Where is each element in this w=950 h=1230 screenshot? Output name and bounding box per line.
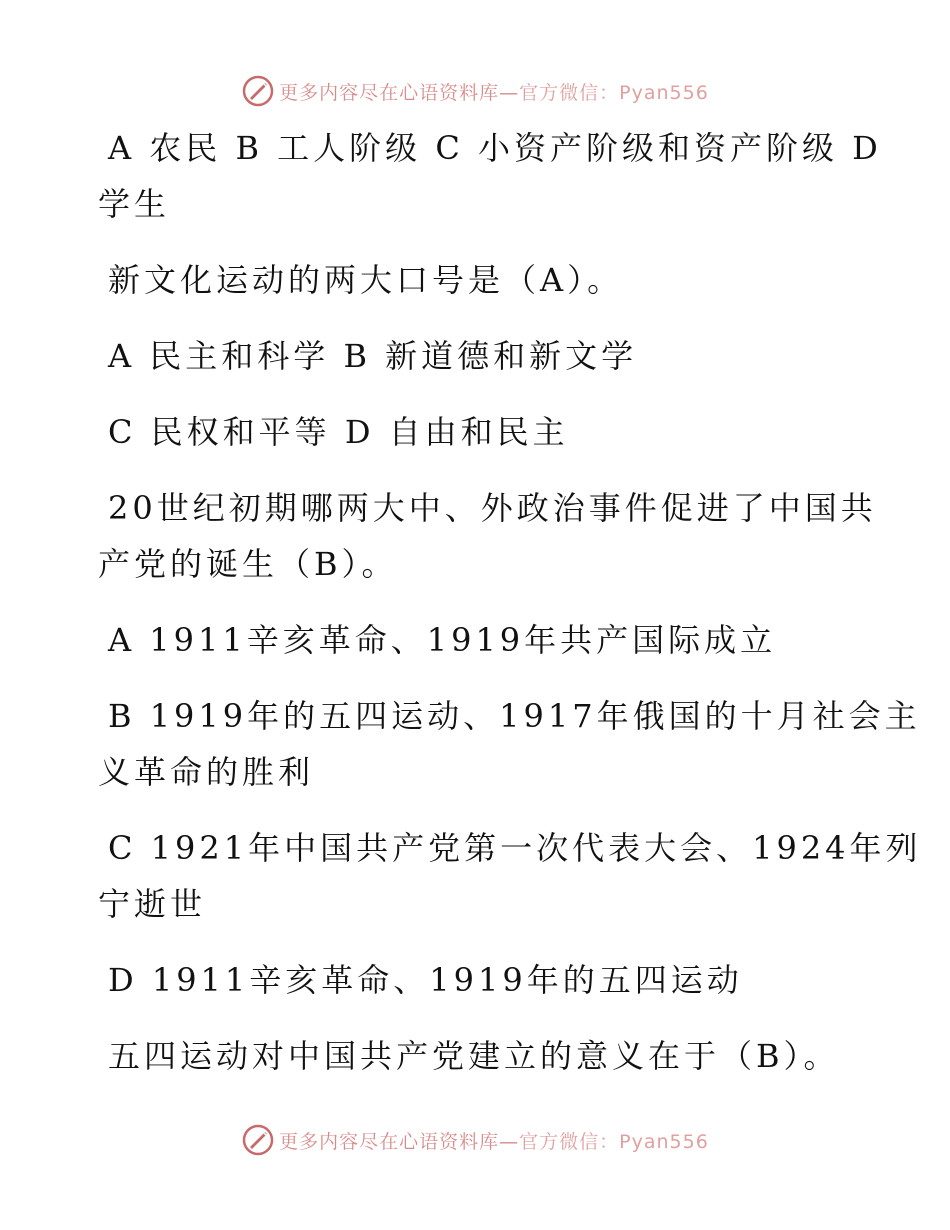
watermark-text: 更多内容尽在心语资料库— bbox=[279, 81, 520, 104]
option-line: A 农民 B 工人阶级 C 小资产阶级和资产阶级 D bbox=[108, 129, 882, 167]
watermark-text: 更多内容尽在心语资料库— bbox=[279, 1130, 520, 1153]
question-line: 20世纪初期哪两大中、外政治事件促进了中国共 bbox=[108, 489, 877, 527]
option-line-continued: 义革命的胜利 bbox=[98, 753, 315, 791]
option-line: C 1921年中国共产党第一次代表大会、1924年列 bbox=[108, 829, 922, 867]
footer-watermark bbox=[0, 1120, 950, 1160]
question-line-continued: 产党的诞生（B）。 bbox=[98, 545, 398, 583]
document-body bbox=[98, 120, 922, 1084]
option-line: B 1919年的五四运动、1917年俄国的十月社会主 bbox=[108, 697, 921, 735]
option-line: C 民权和平等 D 自由和民主 bbox=[108, 413, 569, 451]
watermark-wechat: 官方微信：Pyan556 bbox=[519, 1130, 709, 1153]
watermark-wechat: 官方微信：Pyan556 bbox=[519, 81, 709, 104]
quill-seal-icon bbox=[241, 1123, 275, 1157]
quill-seal-icon bbox=[241, 74, 275, 108]
question-line: 新文化运动的两大口号是（A）。 bbox=[108, 261, 624, 299]
option-line: D 1911辛亥革命、1919年的五四运动 bbox=[108, 961, 743, 999]
option-line: A 1911辛亥革命、1919年共产国际成立 bbox=[108, 621, 777, 659]
question-line: 五四运动对中国共产党建立的意义在于（B）。 bbox=[108, 1037, 840, 1075]
header-watermark bbox=[0, 71, 950, 111]
option-line: A 民主和科学 B 新道德和新文学 bbox=[108, 337, 638, 375]
option-line-continued: 宁逝世 bbox=[98, 885, 207, 923]
option-line-continued: 学生 bbox=[98, 185, 171, 223]
